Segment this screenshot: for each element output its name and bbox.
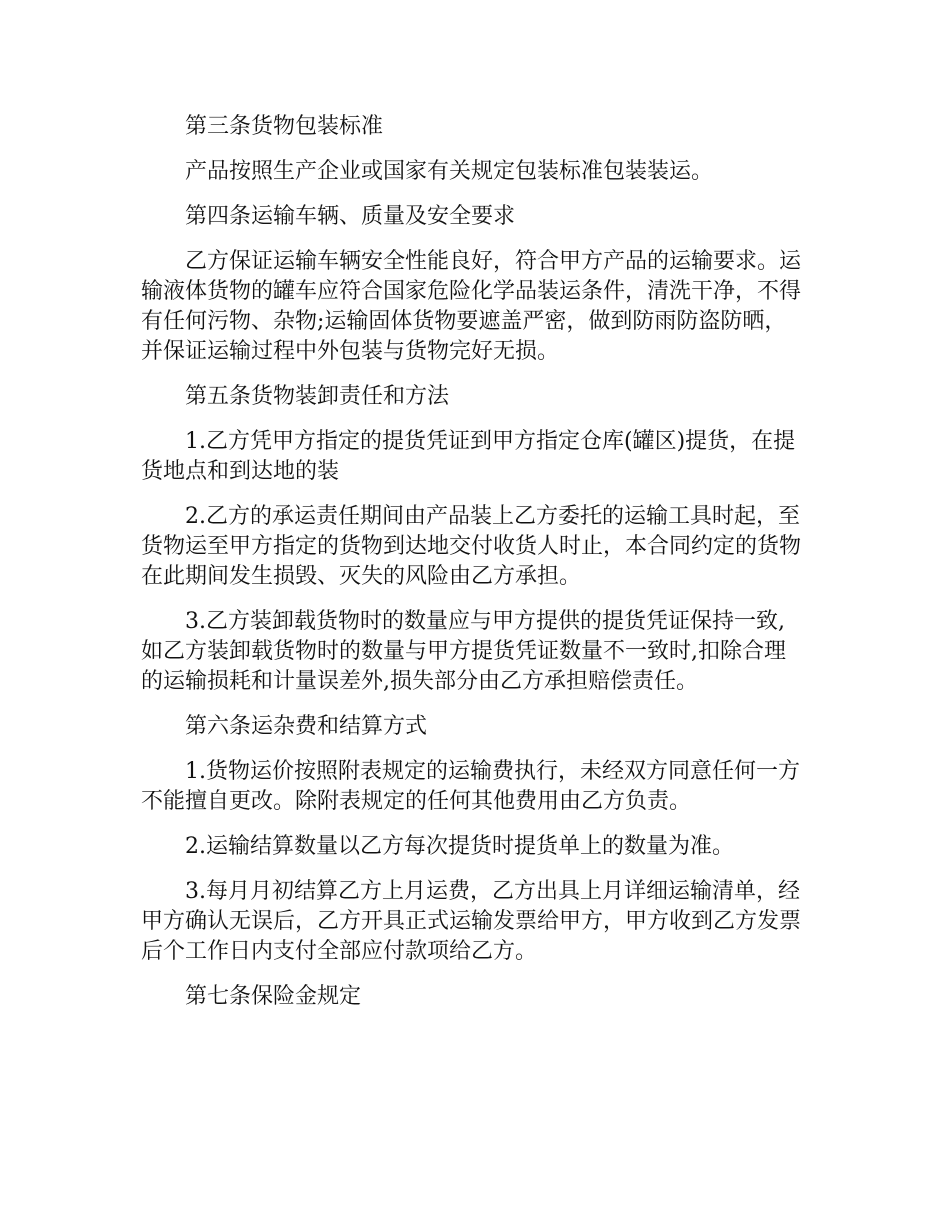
section-heading-article-6: 第六条运杂费和结算方式 — [185, 714, 428, 739]
section-heading-article-3: 第三条货物包装标准 — [185, 114, 384, 139]
section-heading-article-4: 第四条运输车辆、质量及安全要求 — [185, 204, 516, 229]
section-heading-article-7: 第七条保险金规定 — [185, 984, 362, 1009]
paragraph-packaging-standard: 产品按照生产企业或国家有关规定包装标准包装装运。 — [185, 159, 714, 184]
paragraph-settlement-item-3: 3.每月月初结算乙方上月运费，乙方出具上月详细运输清单，经甲方确认无误后，乙方开具正式运输发票给甲方，甲方收到乙方发票后个工作日内支付全部应付款项给乙方。 — [141, 879, 802, 964]
paragraph-loading-item-3: 3.乙方装卸载货物时的数量应与甲方提供的提货凭证保持一致,如乙方装卸载货物时的数量与甲方提货凭证数量不一致时,扣除合理的运输损耗和计量误差外,损失部分由乙方承担赔偿责任。 — [141, 609, 786, 694]
paragraph-settlement-item-1: 1.货物运价按照附表规定的运输费执行，未经双方同意任何一方不能擅自更改。除附表规定的任何其他费用由乙方负责。 — [141, 759, 800, 814]
section-heading-article-5: 第五条货物装卸责任和方法 — [185, 384, 450, 409]
paragraph-vehicle-requirements: 乙方保证运输车辆安全性能良好，符合甲方产品的运输要求。运输液体货物的罐车应符合国家危险化学品装运条件，清洗干净，不得有任何污物、杂物;运输固体货物要遮盖严密，做到防雨防盗防晒，并保证运输过程中外包装与货物完好无损。 — [141, 249, 802, 364]
paragraph-loading-item-2: 2.乙方的承运责任期间由产品装上乙方委托的运输工具时起，至货物运至甲方指定的货物到达地交付收货人时止，本合同约定的货物在此期间发生损毁、灭失的风险由乙方承担。 — [141, 504, 802, 589]
paragraph-loading-item-1: 1.乙方凭甲方指定的提货凭证到甲方指定仓库(罐区)提货，在提货地点和到达地的装 — [141, 429, 796, 484]
paragraph-settlement-item-2: 2.运输结算数量以乙方每次提货时提货单上的数量为准。 — [185, 834, 734, 859]
document-body — [141, 112, 806, 1027]
